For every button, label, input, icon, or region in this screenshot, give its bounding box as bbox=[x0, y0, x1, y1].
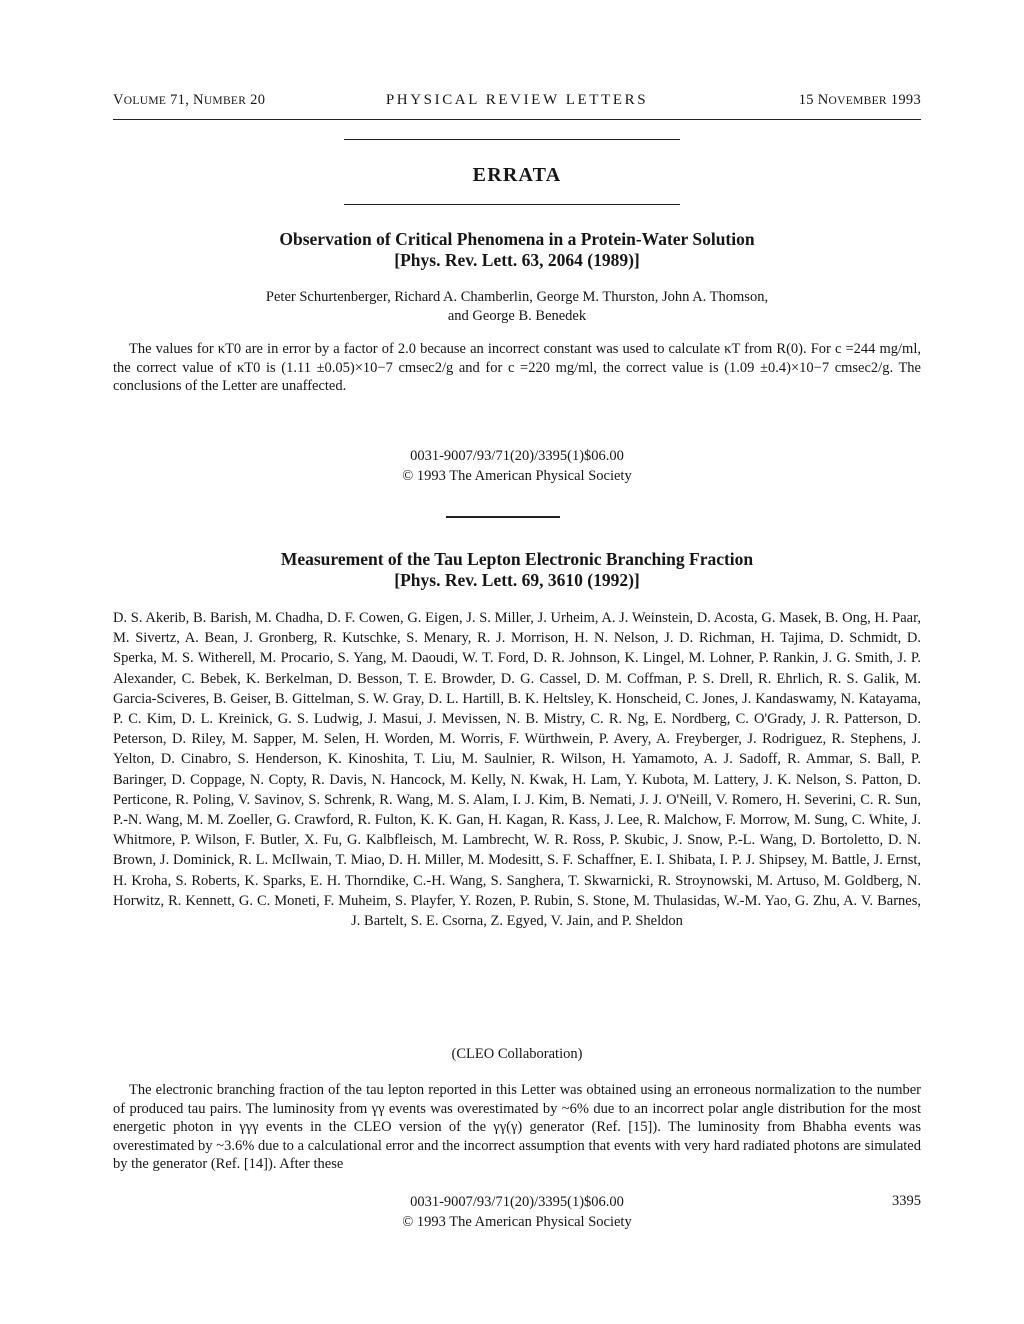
article1-body: The values for κT0 are in error by a factor of 2.0 because an incorrect constant was used to calculate κT from R(0). For c =244 mg/ml, the correct value of κT0 is (1.11 ±0.05)×10−7 cmsec2/g and for c =220 mg/ml, the correct value is (1.09 ±0.4)×10−7 cmsec2/g. The conclusions of the Letter are unaffected. bbox=[113, 341, 921, 394]
article1-pub-code: 0031-9007/93/71(20)/3395(1)$06.00 bbox=[410, 448, 624, 464]
article2-title bbox=[113, 549, 921, 591]
journal-name: PHYSICAL REVIEW LETTERS bbox=[385, 92, 649, 108]
article-separator bbox=[446, 516, 560, 518]
article2-body: The electronic branching fraction of the tau lepton reported in this Letter was obtained using an erroneous normalization to the number of produced tau pairs. The luminosity from γγ events was overestimated by ~6% due to an incorrect polar angle distribution for the most energetic photon in γγγ events in the CLEO version of the γγ(γ) generator (Ref. [15]). The luminosity from Bhabha events was overestimated by ~3.6% due to a calculational error and the incorrect assumption that events with very hard radiated photons are simulated by the generator (Ref. [14]). After these bbox=[113, 1082, 921, 1172]
running-head bbox=[113, 92, 921, 114]
article1-copyright: © 1993 The American Physical Society bbox=[402, 468, 632, 484]
article1-pubinfo bbox=[113, 446, 921, 486]
issue-date: 15 NOVEMBER 1993 bbox=[798, 92, 921, 108]
volume-number: VOLUME 71, NUMBER 20 bbox=[113, 92, 266, 108]
errata-title: ERRATA bbox=[472, 164, 562, 186]
collaboration-name: (CLEO Collaboration) bbox=[451, 1046, 583, 1062]
errata-bottom-rule bbox=[344, 204, 680, 205]
article1-title-line1: Observation of Critical Phenomena in a Protein-Water Solution bbox=[279, 229, 755, 249]
article1-authors-line2: and George B. Benedek bbox=[447, 308, 587, 324]
article2-pub-code: 0031-9007/93/71(20)/3395(1)$06.00 bbox=[410, 1194, 624, 1210]
page-number: 3395 bbox=[892, 1193, 921, 1209]
article1-authors-line1: Peter Schurtenberger, Richard A. Chamberlin, George M. Thurston, John A. Thomson, bbox=[265, 289, 769, 305]
article2-copyright: © 1993 The American Physical Society bbox=[402, 1214, 632, 1230]
article2-pubinfo bbox=[113, 1192, 921, 1232]
article2-citation: [Phys. Rev. Lett. 69, 3610 (1992)] bbox=[394, 570, 640, 590]
errata-top-rule bbox=[344, 139, 680, 140]
article1-title bbox=[113, 229, 921, 271]
article2-title-line1: Measurement of the Tau Lepton Electronic Branching Fraction bbox=[280, 549, 754, 569]
header-rule bbox=[113, 119, 921, 120]
article1-authors bbox=[113, 288, 921, 326]
article2-authors: D. S. Akerib, B. Barish, M. Chadha, D. F. Cowen, G. Eigen, J. S. Miller, J. Urheim, A. J. Weinstein, D. Acosta, G. Masek, B. Ong, H. Paar, M. Sivertz, A. Bean, J. Gronberg, R. Kutschke, S. Menary, R. J. Morrison, H. N. Nelson, J. D. Richman, H. Tajima, D. Schmidt, D. Sperka, M. S. Witherell, M. Procario, S. Yang, M. Daoudi, W. T. Ford, D. R. Johnson, K. Lingel, M. Lohner, P. Rankin, J. G. Smith, J. P. Alexander, C. Bebek, K. Berkelman, D. Besson, T. E. Browder, D. G. Cassel, D. M. Coffman, P. S. Drell, R. Ehrlich, R. S. Galik, M. Garcia-Sciveres, B. Geiser, B. Gittelman, S. W. Gray, D. L. Hartill, B. K. Heltsley, K. Honscheid, C. Jones, J. Kandaswamy, N. Katayama, P. C. Kim, D. L. Kreinick, G. S. Ludwig, J. Masui, J. Mevissen, N. B. Mistry, C. R. Ng, E. Nordberg, C. O'Grady, J. R. Patterson, D. Peterson, D. Riley, M. Sapper, M. Selen, H. Worden, M. Worris, F. Würthwein, P. Avery, A. Freyberger, J. Rodriguez, R. Stephens, J. Yelton, D. Cinabro, S. Henderson, K. Kinoshita, T. Liu, M. Saulnier, R. Wilson, H. Yamamoto, A. J. Sadoff, R. Ammar, S. Ball, P. Baringer, D. Coppage, N. Copty, R. Davis, N. Hancock, M. Kelly, N. Kwak, H. Lam, Y. Kubota, M. Lattery, J. K. Nelson, S. Patton, D. Perticone, R. Poling, V. Savinov, S. Schrenk, R. Wang, M. S. Alam, I. J. Kim, B. Nemati, J. J. O'Neill, V. Romero, H. Severini, C. R. Sun, P.-N. Wang, M. M. Zoeller, G. Crawford, R. Fulton, K. K. Gan, H. Kagan, R. Kass, J. Lee, R. Malchow, F. Morrow, M. Sung, C. White, J. Whitmore, P. Wilson, F. Butler, X. Fu, G. Kalbfleisch, M. Lambrecht, W. R. Ross, P. Skubic, J. Snow, P.-L. Wang, D. Bortoletto, D. N. Brown, J. Dominick, R. L. McIlwain, T. Miao, D. H. Miller, M. Modesitt, S. F. Schaffner, E. I. Shibata, I. P. J. Shipsey, M. Battle, J. Ernst, H. Kroha, S. Roberts, K. Sparks, E. H. Thorndike, C.-H. Wang, S. Sanghera, T. Skwarnicki, R. Stroynowski, M. Artuso, M. Goldberg, N. Horwitz, R. Kennett, G. C. Moneti, F. Muheim, S. Playfer, Y. Rozen, P. Rubin, S. Stone, M. Thulasidas, W.-M. Yao, G. Zhu, A. V. Barnes, J. Bartelt, S. E. Csorna, Z. Egyed, V. Jain, and P. Sheldon bbox=[113, 610, 921, 930]
article1-citation: [Phys. Rev. Lett. 63, 2064 (1989)] bbox=[394, 250, 640, 270]
